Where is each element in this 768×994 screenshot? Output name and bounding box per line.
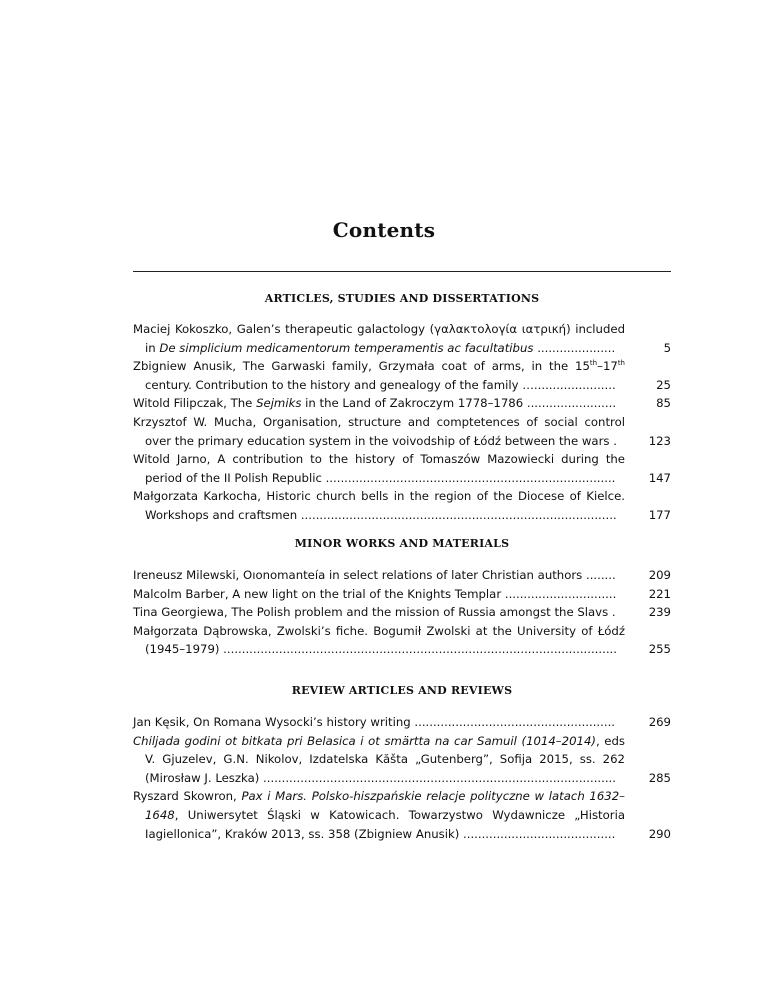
toc-section-minor-works <box>133 566 671 659</box>
toc-entry-text <box>133 320 625 357</box>
entry-text-part: Malcolm Barber, A new light on the trial of the Knights Templar <box>133 586 505 601</box>
toc-entry <box>133 487 671 524</box>
toc-entry-text <box>133 357 625 394</box>
toc-entry <box>133 413 671 450</box>
toc-entry <box>133 450 671 487</box>
leader-dots: ............................................................................................... <box>263 770 616 785</box>
entry-text-part: , eds V. Gjuzelev, G.N. Nikolov, Izdatelska Kăšta „Gutenberg”, Sofija 2015, ss. 262 (Mirosław J. Leszka) <box>145 733 625 785</box>
entry-page-number: 285 <box>648 770 671 785</box>
toc-entry <box>133 585 671 604</box>
entry-text-part: in the Land of Zakroczym 1778–1786 <box>301 396 527 411</box>
entry-text-part: Tina Georgiewa, The Polish problem and the mission of Russia amongst the Slavs <box>133 605 612 620</box>
entry-page-number: 239 <box>648 605 671 620</box>
section-heading: REVIEW ARTICLES AND REVIEWS <box>291 684 513 697</box>
toc-entry <box>133 320 671 357</box>
toc-entry <box>133 622 671 659</box>
leader-dots: ...................... <box>533 377 616 392</box>
entry-page-number: 177 <box>648 507 671 522</box>
entry-text-part: Witold Filipczak, The <box>133 396 257 411</box>
entry-superscript: th <box>617 359 625 368</box>
entry-page-number: 269 <box>648 715 671 729</box>
toc-entry-text <box>133 566 625 585</box>
toc-entry-text <box>133 622 625 659</box>
section-heading: ARTICLES, STUDIES AND DISSERTATIONS <box>264 292 540 305</box>
toc-section-reviews <box>133 713 671 843</box>
leader-dots: ........................ <box>526 396 617 411</box>
entry-text-part: century. Contribution to the history and genealogy of the family … <box>145 377 534 392</box>
entry-text-part: Ryszard Skowron, <box>133 789 242 804</box>
entry-text-part: Małgorzata Dąbrowska, Zwolski’s fiche. Bogumił Zwolski at the University of Łódź (1945–1979) <box>133 623 625 657</box>
entry-page-number: 209 <box>648 568 671 582</box>
entry-page-number: 5 <box>663 340 671 355</box>
leader-dots: ......................................... <box>463 826 616 841</box>
entry-page-number: 25 <box>656 377 671 392</box>
toc-entry-text <box>133 487 625 524</box>
entry-text-part: Zbigniew Anusik, The Garwaski family, Grzymała coat of arms, in the 15 <box>133 359 590 374</box>
toc-entry <box>133 732 671 788</box>
toc-entry <box>133 394 671 413</box>
toc-entry-text <box>133 787 625 843</box>
toc-entry-text <box>133 413 625 450</box>
entry-italic-title: De simplicium medicamentorum temperamentis ac facultatibus <box>159 340 534 355</box>
toc-section-articles <box>133 320 671 525</box>
section-heading: MINOR WORKS AND MATERIALS <box>294 537 510 550</box>
toc-entry <box>133 566 671 585</box>
entry-text-part: Jan Kęsik, On Romana Wysocki’s history writing <box>133 715 415 729</box>
entry-text-part: Witold Jarno, A contribution to the history of Tomaszów Mazowiecki during the period of the II Polish Republic <box>133 452 625 485</box>
entry-text-part: Małgorzata Karkocha, Historic church bells in the region of the Diocese of Kielce. Workshops and craftsmen <box>133 489 625 522</box>
toc-entry <box>133 357 671 394</box>
entry-text-part: Krzysztof W. Mucha, Organisation, structure and comptetences of social control over the primary education system in the voivodship of Łódź between the wars <box>133 414 625 448</box>
page-title: Contents <box>332 218 436 242</box>
entry-page-number: 290 <box>648 826 671 841</box>
toc-entry-text <box>133 450 625 487</box>
toc-entry-text <box>133 713 625 732</box>
leader-dots: . <box>611 605 616 620</box>
toc-entry <box>133 603 671 622</box>
toc-entry-text <box>133 585 625 604</box>
leader-dots: ........ <box>585 568 616 582</box>
toc-entry <box>133 787 671 843</box>
toc-entry-text <box>133 603 625 622</box>
leader-dots: ..................................................................................... <box>300 507 617 522</box>
entry-italic-title: Chiljada godini ot bitkata pri Belasica i ot smärtta na car Samuil (1014–2014) <box>133 733 596 748</box>
leader-dots: . <box>613 433 617 448</box>
entry-italic-title: Pax i Mars. Polsko-hiszpańskie relacje polityczne w latach 1632–1648 <box>145 789 625 822</box>
entry-page-number: 123 <box>648 433 671 448</box>
entry-superscript: th <box>589 359 598 368</box>
entry-text-part: Maciej Kokoszko, Galen’s therapeutic galactology (γαλακτολογία ιατρική) included in <box>133 322 625 355</box>
entry-text-part: –17 <box>597 359 618 374</box>
leader-dots: .............................................................................. <box>325 470 616 485</box>
entry-text-part: Ireneusz Milewski, Oıonomanteía in select relations of later Christian authors <box>133 568 586 582</box>
title-divider <box>133 271 671 272</box>
entry-text-part: , Uniwersytet Śląski w Katowicach. Towarzystwo Wydawnicze „Historia Iagiellonica”, Kraków 2013, ss. 358 (Zbigniew Anusik) <box>145 807 625 841</box>
leader-dots: ..................... <box>537 340 616 355</box>
toc-entry-text <box>133 732 625 788</box>
toc-entry-text <box>133 394 625 413</box>
toc-entry <box>133 713 671 732</box>
entry-italic-title: Sejmiks <box>256 396 302 411</box>
leader-dots: ...................................................... <box>414 715 616 729</box>
leader-dots: .............................. <box>504 586 617 601</box>
entry-page-number: 85 <box>656 396 671 411</box>
entry-page-number: 221 <box>648 586 671 601</box>
entry-page-number: 147 <box>648 470 671 485</box>
leader-dots: .......................................................................................................... <box>223 642 617 657</box>
entry-page-number: 255 <box>648 642 671 657</box>
